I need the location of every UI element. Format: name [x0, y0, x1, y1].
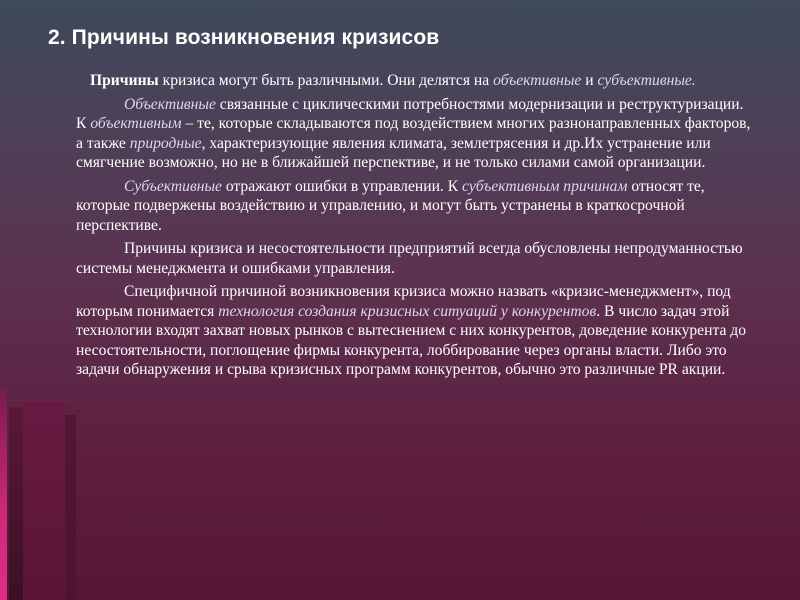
stripe-bright [0, 390, 7, 600]
emphasized-text: объективным [90, 115, 182, 132]
decorative-stripes [0, 375, 800, 600]
body-paragraph [76, 95, 756, 173]
emphasized-text: природные [129, 134, 202, 152]
paragraph-text: , характеризующие явления климата, землетрясения и др.Их устранение или смягчение возможно, но не в ближайшей перспективе, и не только силами самой организации. [76, 134, 711, 171]
emphasized-text: Объективные [124, 95, 216, 113]
stripe-shadow [65, 415, 76, 600]
paragraph-text: кризиса могут быть различными. Они делятся на [158, 72, 494, 89]
paragraph-text: . В число задач этой технологии входят захват новых рынков с вытеснением с них конкурентов, доведение конкурента до несостоятельности, поглощение фирмы конкурента, лоббирование через органы власти. Либо это задачи обнаружения и срыва кризисных программ конкурентов, обычно это различные PR акции. [76, 302, 747, 378]
body-paragraph [76, 177, 756, 236]
emphasized-text: субъективные. [597, 72, 696, 89]
stripe-mid [23, 400, 65, 600]
paragraph-text: отражают ошибки в управлении. К [221, 177, 463, 195]
emphasized-text: технология создания кризисных ситуаций у конкурентов [218, 302, 597, 320]
paragraph-text: Причины кризиса и несостоятельности предприятий всегда обусловлены непродуманностью системы менеджмента и ошибками управления. [76, 240, 743, 277]
stripe-top-line [0, 399, 800, 401]
body-paragraph [76, 282, 756, 380]
paragraph-text: связанные с циклическими потребностями модернизации и реструктуризации. К [76, 95, 744, 132]
paragraph-text: – те, которые складываются под воздействием многих разнонаправленных факторов, а также [76, 115, 751, 152]
stripe-dark [9, 407, 23, 600]
paragraph-text: Специфичной причиной возникновения кризиса можно назвать «кризис-менеджмент», под которым понимается [76, 283, 731, 320]
paragraph-text: и [581, 72, 598, 89]
slide-body [76, 71, 756, 384]
body-paragraph [76, 71, 756, 91]
bold-text: Причины [90, 72, 159, 89]
emphasized-text: Субъективные [124, 177, 222, 195]
body-paragraph [76, 239, 756, 278]
emphasized-text: объективные [493, 72, 582, 89]
emphasized-text: субъективным причинам [462, 177, 628, 195]
paragraph-text: относят те, которые подвержены воздействию и управлению, и могут быть устранены в краткосрочной перспективе. [76, 177, 705, 234]
slide-title: 2. Причины возникновения кризисов [48, 26, 440, 49]
